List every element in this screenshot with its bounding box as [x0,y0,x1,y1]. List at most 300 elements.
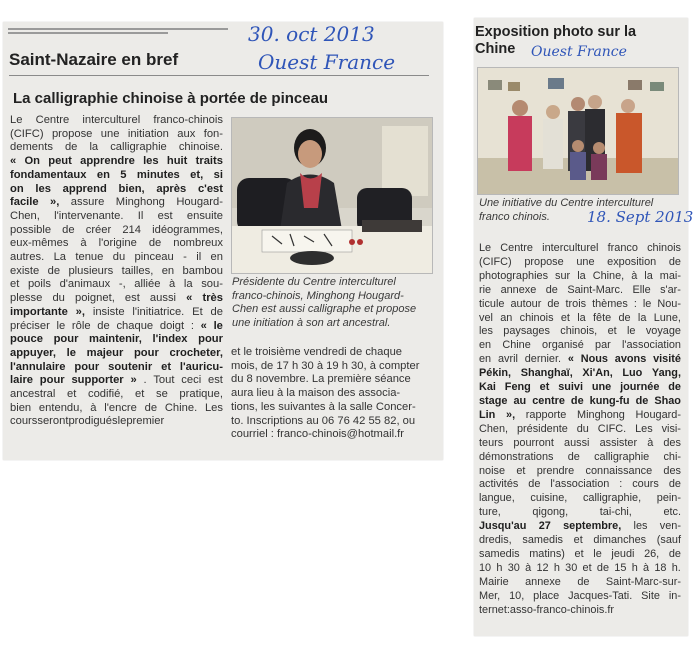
word: et [516,464,526,477]
word: Chine, [592,269,625,282]
word: Les [204,401,223,414]
word: de [62,223,75,236]
text-line [10,320,223,334]
word: de [618,311,631,324]
word: dimanches [593,534,647,547]
word: langue, [479,492,515,505]
word: chinois [647,242,681,254]
word: Saint-Marc. [567,283,624,296]
text-line [479,242,681,256]
word: entendu, [38,401,83,414]
text-line: Chen est aussi calligraphe et propose [232,303,417,315]
word: prendre [536,464,575,477]
word: Chine. [164,401,198,414]
text-line [10,237,223,251]
word: cours [632,478,659,491]
word: Jusqu'au [479,520,527,533]
word: franco-chinois [153,114,223,126]
word: apprendre [80,155,135,168]
text-line [479,576,681,590]
word: » [130,374,137,387]
word: supporter [71,374,124,387]
word: », [50,196,60,209]
text-line [10,333,223,347]
text-line [479,325,681,339]
word: dernier. [524,353,562,366]
word: on [10,182,24,195]
word: poils [27,278,51,291]
word: minutes [136,168,180,181]
word: par [595,339,611,352]
text-line [479,256,681,270]
text-line [479,353,681,367]
word: possible [10,223,52,236]
word: 30 [507,561,520,574]
word: l'origine [98,237,137,250]
word: (CIFC) [10,127,44,140]
word: visité [653,353,681,366]
text-line [10,114,223,128]
word: et [560,311,570,324]
text-line: courriel : franco-chinois@hotmail.fr [231,428,405,441]
word: Mairie [479,575,509,588]
text-line [479,284,681,298]
word: : [619,478,623,491]
word: s'ar- [660,283,681,296]
word: de [528,478,541,491]
word: chinois [519,311,554,324]
word: place [533,589,560,602]
word: pein- [656,492,681,505]
word: présidente [516,422,568,435]
word: calligraphie [594,450,650,463]
word: 18 [654,561,667,574]
word: Chen, [10,209,40,222]
word: chinois, [560,325,598,338]
word: ven- [659,520,681,533]
article-headline: La calligraphie chinoise à portée de pinceau [13,90,329,107]
word: de [668,547,681,560]
handwritten-date-2: 18. Sept 2013 [587,208,694,226]
word: à [525,561,532,574]
word: le [213,319,223,332]
word: de [545,283,558,296]
word: », [506,408,516,421]
word: la [89,141,99,154]
word: du [576,422,589,435]
word: 27 [538,520,551,533]
word: pourront [513,436,554,449]
word: doigt [159,319,185,332]
text-line [479,548,681,562]
text-line [10,196,223,210]
word: autour [510,297,542,310]
text-line [479,367,681,381]
word: journée [620,381,660,394]
word: de [668,255,681,268]
word: très [202,292,223,305]
word: des [663,464,681,477]
word: h [496,561,503,574]
word: ensuite [186,209,223,222]
word: dements [10,141,53,154]
word: apprend [62,182,107,195]
word: annexe [500,283,537,296]
text-line [479,506,681,520]
word: Pékin, [479,367,512,380]
torn-header-strip [8,28,228,34]
word: connaissance [585,464,653,477]
word: Il [137,209,144,222]
word: au [513,394,527,407]
word: cours [10,415,38,428]
word: ture, [479,506,501,519]
word: voyage [645,325,681,338]
word: Lin [479,408,496,421]
word: an [500,311,513,324]
text-line: du 8 novembre. La première séance [231,373,411,386]
word: traits [195,155,223,168]
word: « [10,155,17,168]
word: c'est [197,182,223,195]
word: asso-franco-chinois.fr [509,603,614,616]
text-line [479,312,681,326]
word: et [67,388,77,401]
word: et [574,547,584,560]
word: Centre [500,242,533,254]
word: de [47,264,61,277]
text-line [479,395,681,409]
word: « [567,353,574,366]
word: à [80,237,87,250]
word: à [169,278,176,291]
word: CIFC. [597,422,627,435]
word: à [647,436,654,449]
text-line: franco-chinois, Minghong Hougard- [232,289,404,302]
word: l'association [550,478,610,491]
word: ancestral [10,388,56,401]
word: septembre, [563,520,622,533]
word: le [66,346,76,359]
text-line: une initiation à son art ancestral. [232,316,391,329]
word: pour [133,346,159,359]
word: interculturel [82,114,141,126]
text-line [479,381,681,395]
word: peut [48,155,72,168]
word: aux [177,127,196,140]
word: chaque [116,319,154,332]
word: Saint-Marc-sur- [605,575,681,588]
word: ticule [479,297,505,310]
word: noise [479,464,506,477]
word: propose [524,255,564,268]
word: une [576,255,595,268]
word: Mer, [479,589,501,602]
word: le [56,319,66,332]
word: idéogrammes, [152,223,223,236]
word: propose [51,127,93,140]
text-line [10,155,223,169]
word: l'encre [104,401,137,414]
word: tailles, [121,264,154,277]
word: etc. [663,506,681,519]
word: mai- [659,269,681,282]
word: est [157,209,173,222]
word: . [143,374,147,387]
word: calligraphie [110,141,167,154]
word: 214 [122,223,141,236]
text-line [10,278,223,292]
word: teurs [479,436,504,449]
word: jeudi [611,547,635,560]
word: bambou [182,264,223,277]
word: la [637,311,647,324]
word: avril [497,353,518,366]
word: en [96,168,110,181]
word: 10, [509,589,525,602]
word: pinceau [134,251,174,264]
word: si [213,168,223,181]
word: chinoise. [178,141,223,154]
word: de [668,381,681,394]
text-line [479,270,681,284]
word: avons [614,353,647,366]
word: 12 [536,561,549,574]
word: du [52,292,65,305]
text-line: aura lieu à la maison des associa- [231,387,401,400]
word: et [573,534,583,547]
word: assure [70,196,105,209]
word: : [633,297,637,310]
word: préciser [10,319,50,332]
word: Lune, [653,311,681,324]
word: 30 [565,561,578,574]
word: Hougard- [176,196,223,209]
word: soutenir [108,360,153,373]
word: samedis [522,534,563,547]
word: in- [668,589,681,602]
word: rôle [71,319,91,332]
text-line: franco chinois. [479,210,550,223]
word: matins) [529,547,565,560]
word: thèmes [592,297,628,310]
word: kung-fu [589,394,630,407]
calligrapher-photo [231,117,433,274]
text-line: tions, les suivantes à la salle Concer- [231,400,416,413]
word: le [593,547,602,560]
word: Luo [622,367,643,380]
word: organisé [542,339,584,352]
word: sou- [201,278,223,291]
text-line: Une initiative du Centre interculturel [479,197,654,209]
word: Le [479,242,492,254]
word: cuisine, [530,492,568,505]
exhibition-headline-line-1: Exposition photo sur la [475,24,637,40]
handwritten-source-2: Ouest France [531,44,627,60]
word: les [143,155,159,168]
word: de [570,394,584,407]
word: assister [599,436,638,449]
text-line [10,402,223,416]
word: La [53,251,67,264]
rubric-divider [9,75,429,76]
word: exposition [607,255,657,268]
text-line [10,183,223,197]
handwritten-date-1: 30. oct 2013 [248,22,375,46]
word: (sauf [656,534,681,547]
text-line [10,306,223,320]
text-line [479,478,681,492]
word: huit [166,155,188,168]
article-column-2 [231,346,436,442]
article-column-1 [10,114,223,429]
word: Les [635,422,653,435]
word: trois [565,297,587,310]
word: samedis [479,547,520,560]
word: annexe [525,575,561,588]
word: de [577,575,590,588]
word: stage [479,394,508,407]
word: seront [37,415,69,428]
word: du [112,251,126,264]
word: et, [190,168,204,181]
word: et [135,388,145,401]
word: la [183,278,193,291]
text-line [479,590,681,604]
word: Xi'An, [582,367,613,380]
text-line [479,604,681,618]
word: en [479,339,492,352]
text-line [10,374,223,388]
word: dredis, [479,534,512,547]
word: appuyer, [10,346,57,359]
word: poignet, [74,292,115,305]
word: la [577,311,586,324]
word: et [161,360,172,373]
word: rapporte [525,408,567,421]
word: sur [555,269,571,282]
word: Site [641,589,660,602]
word: eux-mêmes [10,237,69,250]
word: alliée [134,278,161,291]
word: paysages [503,325,550,338]
text-line [479,520,681,534]
word: pour [53,333,79,346]
word: les [633,520,648,533]
word: tenue [75,251,104,264]
word: en [210,251,223,264]
word: centre [532,394,565,407]
text-line: Présidente du Centre interculturel [232,276,396,288]
text-line [10,292,223,306]
text-line: et le troisième vendredi de chaque [231,346,403,358]
text-line [479,423,681,437]
word: visi- [661,422,681,435]
word: suivi [558,381,584,394]
text-line [10,224,223,238]
word: et [607,325,617,338]
word: existe [10,264,40,277]
word: photographies [479,269,549,282]
word: de [97,319,110,332]
word: ceci [181,374,202,387]
word: pour [39,374,65,387]
word: l'index [152,333,188,346]
word: des [663,436,681,449]
handwritten-source-1: Ouest France [258,50,396,74]
word: importante [10,305,68,318]
word: la [644,269,653,282]
text-line [10,169,223,183]
word: une [100,127,120,140]
word: « [200,319,207,332]
word: Minghong [577,408,625,421]
word: l'annulaire [10,360,66,373]
word: nombreux [173,237,223,250]
word: le [117,415,127,428]
word: de [64,141,78,154]
word: est [124,292,140,305]
word: les [479,325,493,338]
word: On [24,155,41,168]
word: 10 [479,561,492,574]
word: Hougard- [635,408,681,421]
word: laire [10,374,34,387]
word: « [186,292,193,305]
word: de [210,305,223,318]
word: -, [118,278,126,291]
word: rie [479,283,492,296]
word: Le [10,114,23,126]
word: à [90,401,97,414]
word: », [75,305,85,318]
text-line [479,534,681,548]
text-line [479,437,681,451]
text-line [10,388,223,402]
word: : [506,603,510,616]
word: fondamentaux [10,168,87,181]
text-line [10,361,223,375]
word: chi- [663,450,681,463]
word: Feng [504,381,531,394]
group-photo [477,67,679,195]
text-line [10,415,223,429]
word: : [190,319,194,332]
word: pouce [10,333,43,346]
word: Yang, [651,367,681,380]
word: Nous [580,353,608,366]
word: après [156,182,187,195]
word: h [631,561,638,574]
text-line [10,210,223,224]
word: l'intervenante. [54,209,124,222]
exhibition-headline-line-2: Chine [475,41,516,57]
text-line [479,451,681,465]
word: majeur [86,346,124,359]
word: aussi [149,292,177,305]
word: est [207,374,223,387]
word: Et [192,305,203,318]
word: plusieurs [68,264,114,277]
word: de [567,450,580,463]
text-line [10,265,223,279]
word: franco [607,242,638,254]
word: pour [198,333,223,346]
word: Shanghaï, [520,367,573,380]
word: démonstrations [479,450,554,463]
word: h [553,561,560,574]
word: à [643,561,650,574]
